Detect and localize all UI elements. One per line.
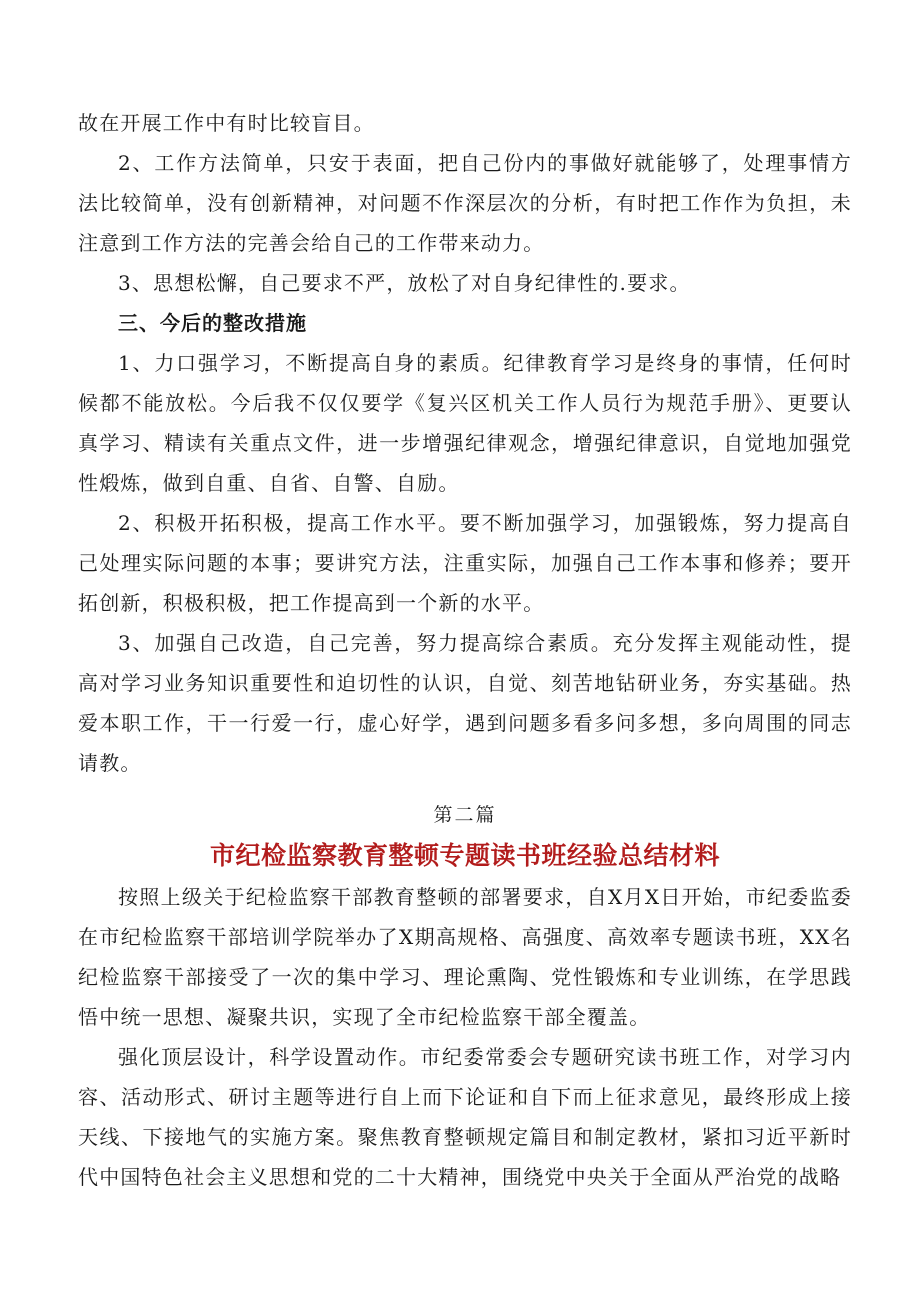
chapter-label: 第二篇: [433, 804, 497, 826]
continuation-paragraph: 故在开展工作中有时比较盲目。: [78, 111, 375, 135]
measure-paragraph-1: 1、力口强学习，不断提高自身的素质。纪律教育学习是终身的事情，任何时候都不能放松。今后我不仅仅要学《复兴区机关工作人员行为规范手册》、更要认真学习、精读有关重点文件，进一步增强纪律观念，增强纪律意识，自觉地加强党性煅炼，做到自重、自省、自警、自励。: [78, 351, 852, 495]
section-heading: 三、今后的整改措施: [118, 311, 307, 335]
document-title: 市纪检监察教育整顿专题读书班经验总结材料: [209, 841, 720, 870]
problem-paragraph-3: 3、思想松懈，自己要求不严，放松了对自身纪律性的.要求。: [118, 271, 691, 295]
body-paragraph-1: 按照上级关于纪检监察干部教育整顿的部署要求，自X月X日开始，市纪委监委在市纪检监察干部培训学院举办了X期高规格、高强度、高效率专题读书班，XX名纪检监察干部接受了一次的集中学习、理论熏陶、党性锻炼和专业训练，在学思践悟中统一思想、凝聚共识，实现了全市纪检监察干部全覆盖。: [78, 885, 852, 1029]
body-paragraph-2: 强化顶层设计，科学设置动作。市纪委常委会专题研究读书班工作，对学习内容、活动形式、研讨主题等进行自上而下论证和自下而上征求意见，最终形成上接天线、下接地气的实施方案。聚焦教育整顿规定篇目和制定教材，紧扣习近平新时代中国特色社会主义思想和党的二十大精神，围绕党中央关于全面从严治党的战略: [78, 1045, 852, 1189]
measure-paragraph-2: 2、积极开拓积极，提高工作水平。要不断加强学习，加强锻炼，努力提高自己处理实际问题的本事；要讲究方法，注重实际，加强自己工作本事和修养；要开拓创新，积极积极，把工作提高到一个新的水平。: [78, 511, 852, 615]
measure-paragraph-3: 3、加强自己改造，自己完善，努力提高综合素质。充分发挥主观能动性，提高对学习业务知识重要性和迫切性的认识，自觉、刻苦地钻研业务，夯实基础。热爱本职工作，干一行爱一行，虚心好学，遇到问题多看多问多想，多向周围的同志请教。: [78, 631, 852, 775]
problem-paragraph-2: 2、工作方法简单，只安于表面，把自己份内的事做好就能够了，处理事情方法比较简单，没有创新精神，对问题不作深层次的分析，有时把工作作为负担，未注意到工作方法的完善会给自己的工作带来动力。: [78, 151, 852, 255]
